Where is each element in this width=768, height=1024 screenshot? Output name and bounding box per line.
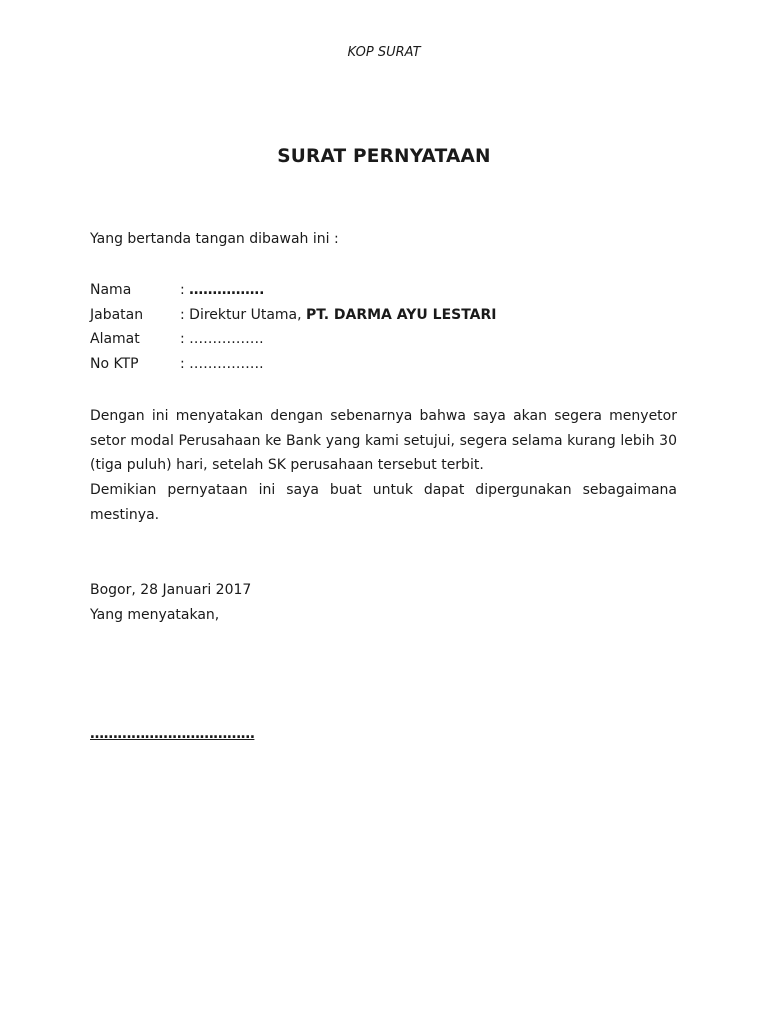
- company-name: PT. DARMA AYU LESTARI: [306, 306, 497, 323]
- field-separator: :: [180, 306, 190, 323]
- field-value: [180, 355, 264, 380]
- field-label: Jabatan: [90, 306, 144, 323]
- closing-paragraph: Demikian pernyataan ini saya buat untuk dapat dipergunakan sebagaimana mestinya.: [90, 482, 677, 523]
- field-row-alamat: [90, 330, 497, 355]
- field-value-text: …………….: [189, 356, 264, 373]
- signature-line: ………………………………: [90, 726, 255, 742]
- place-date: Bogor, 28 Januari 2017: [90, 582, 252, 598]
- field-separator: :: [180, 356, 190, 373]
- field-value: [180, 330, 264, 355]
- field-row-no-ktp: [90, 355, 497, 380]
- statement-body: [90, 404, 677, 528]
- letterhead-placeholder: KOP SURAT: [347, 45, 421, 60]
- field-label: Alamat: [90, 331, 140, 348]
- field-value: [180, 306, 497, 331]
- closing-block: [90, 578, 251, 627]
- intro-text: Yang bertanda tangan dibawah ini :: [90, 231, 339, 247]
- document-title: SURAT PERNYATAAN: [277, 146, 491, 167]
- field-value: [180, 281, 265, 306]
- identity-fields: [90, 281, 497, 380]
- field-value-text: …………….: [189, 331, 264, 348]
- signoff-text: Yang menyatakan,: [90, 606, 220, 623]
- field-label: Nama: [90, 282, 132, 298]
- field-separator: :: [180, 331, 190, 348]
- statement-paragraph: Dengan ini menyatakan dengan sebenarnya bahwa saya akan segera menyetor setor modal Perusahaan ke Bank yang kami setujui, segera selama kurang lebih 30 (tiga puluh) hari, setelah SK perusahaan tersebut terbit.: [90, 408, 677, 474]
- field-row-jabatan: [90, 306, 497, 331]
- field-value-text: Direktur Utama,: [189, 306, 307, 323]
- field-row-nama: [90, 281, 497, 306]
- field-value-text: …………….: [189, 282, 265, 298]
- field-separator: :: [180, 282, 190, 298]
- field-label: No KTP: [90, 356, 139, 373]
